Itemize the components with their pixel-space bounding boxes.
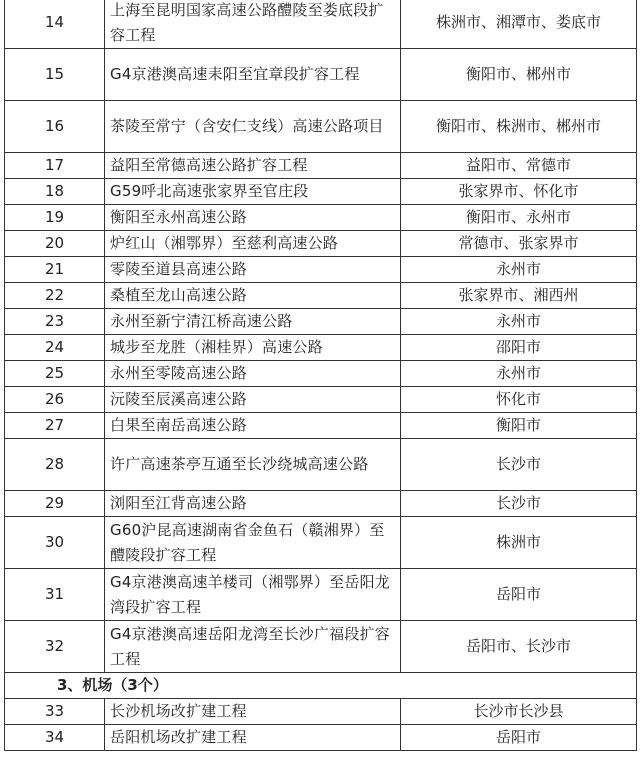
project-location: 株洲市、湘潭市、娄底市 xyxy=(401,0,637,49)
row-number: 23 xyxy=(5,309,105,335)
project-location: 衡阳市、郴州市 xyxy=(401,49,637,101)
project-location: 长沙市 xyxy=(401,491,637,517)
project-name: 上海至昆明国家高速公路醴陵至娄底段扩容工程 xyxy=(105,0,401,49)
table-row xyxy=(5,153,637,179)
project-location: 邵阳市 xyxy=(401,335,637,361)
project-location: 岳阳市、长沙市 xyxy=(401,621,637,673)
project-location: 永州市 xyxy=(401,361,637,387)
table-row xyxy=(5,283,637,309)
project-name: 城步至龙胜（湘桂界）高速公路 xyxy=(105,335,401,361)
project-name: 永州至新宁清江桥高速公路 xyxy=(105,309,401,335)
section-row xyxy=(5,673,637,699)
project-name: 衡阳至永州高速公路 xyxy=(105,205,401,231)
row-number: 17 xyxy=(5,153,105,179)
row-number: 19 xyxy=(5,205,105,231)
project-location: 益阳市、常德市 xyxy=(401,153,637,179)
section-heading: 3、机场（3个） xyxy=(5,673,637,699)
project-name: 岳阳机场改扩建工程 xyxy=(105,725,401,751)
project-name: 长沙机场改扩建工程 xyxy=(105,699,401,725)
table-body-airport xyxy=(5,699,637,751)
table-row xyxy=(5,439,637,491)
row-number: 32 xyxy=(5,621,105,673)
project-name: G60沪昆高速湖南省金鱼石（赣湘界）至醴陵段扩容工程 xyxy=(105,517,401,569)
table-row xyxy=(5,205,637,231)
table-row xyxy=(5,231,637,257)
row-number: 14 xyxy=(5,0,105,49)
table-row xyxy=(5,387,637,413)
project-name: 桑植至龙山高速公路 xyxy=(105,283,401,309)
project-location: 常德市、张家界市 xyxy=(401,231,637,257)
project-location: 永州市 xyxy=(401,309,637,335)
row-number: 30 xyxy=(5,517,105,569)
row-number: 26 xyxy=(5,387,105,413)
row-number: 16 xyxy=(5,101,105,153)
project-location: 株洲市 xyxy=(401,517,637,569)
project-location: 长沙市 xyxy=(401,439,637,491)
project-name: G4京港澳高速耒阳至宜章段扩容工程 xyxy=(105,49,401,101)
project-name: 零陵至道县高速公路 xyxy=(105,257,401,283)
table-row xyxy=(5,257,637,283)
project-location: 张家界市、湘西州 xyxy=(401,283,637,309)
row-number: 15 xyxy=(5,49,105,101)
project-location: 永州市 xyxy=(401,257,637,283)
row-number: 29 xyxy=(5,491,105,517)
table-row xyxy=(5,101,637,153)
project-name: G4京港澳高速羊楼司（湘鄂界）至岳阳龙湾段扩容工程 xyxy=(105,569,401,621)
table-row xyxy=(5,517,637,569)
row-number: 27 xyxy=(5,413,105,439)
project-location: 衡阳市、永州市 xyxy=(401,205,637,231)
project-location: 张家界市、怀化市 xyxy=(401,179,637,205)
table-row xyxy=(5,335,637,361)
table-row xyxy=(5,699,637,725)
row-number: 34 xyxy=(5,725,105,751)
row-number: 22 xyxy=(5,283,105,309)
row-number: 21 xyxy=(5,257,105,283)
table-row xyxy=(5,413,637,439)
project-location: 怀化市 xyxy=(401,387,637,413)
table-row xyxy=(5,49,637,101)
project-table xyxy=(4,0,637,751)
table-row xyxy=(5,569,637,621)
project-name: 永州至零陵高速公路 xyxy=(105,361,401,387)
project-name: 炉红山（湘鄂界）至慈利高速公路 xyxy=(105,231,401,257)
project-location: 衡阳市、株洲市、郴州市 xyxy=(401,101,637,153)
table-section-airport xyxy=(5,673,637,699)
table-row xyxy=(5,309,637,335)
row-number: 28 xyxy=(5,439,105,491)
project-location: 长沙市长沙县 xyxy=(401,699,637,725)
row-number: 24 xyxy=(5,335,105,361)
table-row xyxy=(5,725,637,751)
row-number: 33 xyxy=(5,699,105,725)
project-name: G4京港澳高速岳阳龙湾至长沙广福段扩容工程 xyxy=(105,621,401,673)
table-row xyxy=(5,621,637,673)
table-row xyxy=(5,179,637,205)
project-name: 茶陵至常宁（含安仁支线）高速公路项目 xyxy=(105,101,401,153)
project-location: 衡阳市 xyxy=(401,413,637,439)
project-name: 许广高速茶亭互通至长沙绕城高速公路 xyxy=(105,439,401,491)
row-number: 25 xyxy=(5,361,105,387)
row-number: 18 xyxy=(5,179,105,205)
project-name: 沅陵至辰溪高速公路 xyxy=(105,387,401,413)
project-name: 浏阳至江背高速公路 xyxy=(105,491,401,517)
table-row xyxy=(5,0,637,49)
project-name: 白果至南岳高速公路 xyxy=(105,413,401,439)
row-number: 20 xyxy=(5,231,105,257)
project-name: 益阳至常德高速公路扩容工程 xyxy=(105,153,401,179)
table-row xyxy=(5,361,637,387)
project-location: 岳阳市 xyxy=(401,569,637,621)
project-name: G59呼北高速张家界至官庄段 xyxy=(105,179,401,205)
row-number: 31 xyxy=(5,569,105,621)
table-row xyxy=(5,491,637,517)
table-body-highway xyxy=(5,0,637,673)
project-location: 岳阳市 xyxy=(401,725,637,751)
